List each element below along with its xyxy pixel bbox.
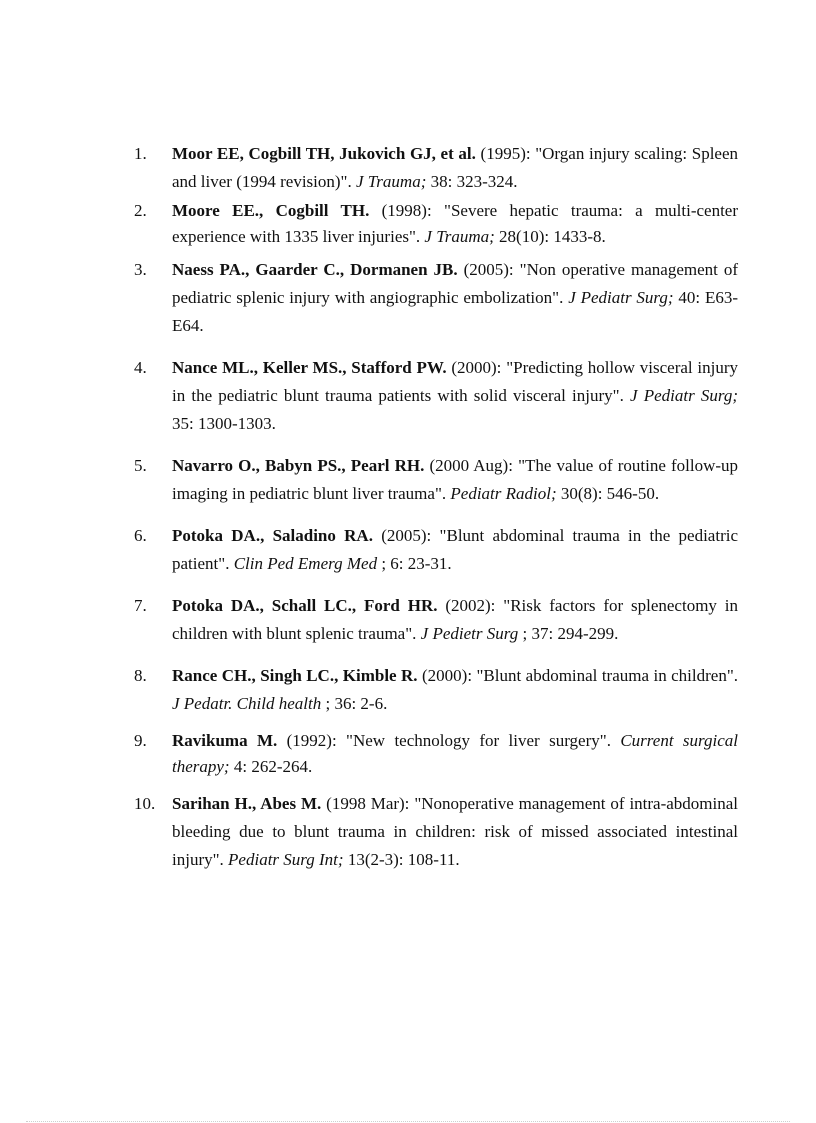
reference-item — [134, 728, 738, 780]
reference-citation: ; 6: 23-31. — [381, 554, 452, 573]
reference-year: (2005): — [381, 526, 432, 545]
reference-journal: J Pedietr Surg — [420, 624, 519, 643]
reference-authors: Navarro O., Babyn PS., Pearl RH. — [172, 456, 425, 475]
reference-title: "Severe hepatic trauma: a multi-center experience with 1335 liver injuries". — [172, 201, 739, 246]
reference-item — [134, 522, 738, 578]
reference-item — [134, 140, 738, 196]
reference-citation: 35: 1300-1303. — [172, 414, 276, 433]
reference-journal: J Pediatr Surg; — [630, 386, 739, 405]
reference-item — [134, 198, 738, 250]
reference-number: 7. — [134, 596, 147, 615]
reference-title: "The value of routine follow-up imaging in pediatric blunt liver trauma". — [172, 456, 739, 503]
reference-year: (1995): — [480, 144, 531, 163]
reference-number: 3. — [134, 260, 147, 279]
reference-citation: 30(8): 546-50. — [560, 484, 660, 503]
reference-title: "Nonoperative management of intra-abdominal bleeding due to blunt trauma in children: risk of missed associated intestinal injury". — [172, 794, 739, 869]
reference-year: (1992): — [286, 731, 337, 750]
page-bottom-divider — [26, 1121, 790, 1122]
reference-journal: Pediatr Radiol; — [450, 484, 557, 503]
reference-year: (2000 Aug): — [429, 456, 513, 475]
reference-authors: Naess PA., Gaarder C., Dormanen JB. — [172, 260, 458, 279]
reference-journal: J Pedatr. Child health — [172, 694, 322, 713]
reference-item — [134, 354, 738, 438]
reference-authors: Moore EE., Cogbill TH. — [172, 201, 370, 220]
reference-journal: Clin Ped Emerg Med — [233, 554, 378, 573]
reference-number: 10. — [134, 794, 156, 813]
reference-authors: Potoka DA., Saladino RA. — [172, 526, 373, 545]
reference-authors: Sarihan H., Abes M. — [172, 794, 322, 813]
reference-citation: 38: 323-324. — [430, 172, 518, 191]
reference-year: (2000): — [422, 666, 473, 685]
reference-citation: ; 37: 294-299. — [522, 624, 619, 643]
reference-authors: Potoka DA., Schall LC., Ford HR. — [172, 596, 438, 615]
reference-number: 1. — [134, 144, 147, 163]
reference-citation: 13(2-3): 108-11. — [347, 850, 460, 869]
reference-number: 8. — [134, 666, 147, 685]
reference-journal: J Trauma; — [355, 172, 427, 191]
reference-number: 5. — [134, 456, 147, 475]
reference-title: "Risk factors for splenectomy in children with blunt splenic trauma". — [172, 596, 739, 643]
reference-journal: J Trauma; — [424, 227, 495, 246]
reference-year: (2002): — [445, 596, 496, 615]
reference-number: 2. — [134, 201, 147, 220]
reference-title: "New technology for liver surgery". — [346, 731, 611, 750]
reference-authors: Rance CH., Singh LC., Kimble R. — [172, 666, 418, 685]
reference-authors: Nance ML., Keller MS., Stafford PW. — [172, 358, 447, 377]
reference-item — [134, 662, 738, 718]
reference-title: "Organ injury scaling: Spleen and liver (1994 revision)". — [172, 144, 739, 191]
reference-number: 4. — [134, 358, 147, 377]
reference-title: "Non operative management of pediatric splenic injury with angiographic embolization". — [172, 260, 739, 307]
reference-list — [134, 140, 738, 874]
reference-number: 6. — [134, 526, 147, 545]
reference-item — [134, 592, 738, 648]
reference-journal: Current surgical therapy; — [172, 731, 738, 776]
reference-citation: 40: E63-E64. — [172, 288, 739, 335]
reference-citation: 28(10): 1433-8. — [499, 227, 606, 246]
reference-number: 9. — [134, 731, 147, 750]
reference-citation: ; 36: 2-6. — [325, 694, 388, 713]
reference-authors: Moor EE, Cogbill TH, Jukovich GJ, et al. — [172, 144, 476, 163]
reference-year: (1998 Mar): — [326, 794, 410, 813]
reference-citation: 4: 262-264. — [233, 757, 313, 776]
reference-title: "Predicting hollow visceral injury in the pediatric blunt trauma patients with solid visceral injury". — [172, 358, 739, 405]
reference-item — [134, 452, 738, 508]
reference-item — [134, 256, 738, 340]
reference-year: (2000): — [451, 358, 502, 377]
reference-year: (2005): — [463, 260, 514, 279]
reference-journal: J Pediatr Surg; — [568, 288, 674, 307]
reference-title: "Blunt abdominal trauma in the pediatric patient". — [172, 526, 739, 573]
reference-authors: Ravikuma M. — [172, 731, 278, 750]
reference-item — [134, 790, 738, 874]
reference-journal: Pediatr Surg Int; — [228, 850, 344, 869]
reference-year: (1998): — [381, 201, 432, 220]
reference-title: "Blunt abdominal trauma in children". — [476, 666, 739, 685]
